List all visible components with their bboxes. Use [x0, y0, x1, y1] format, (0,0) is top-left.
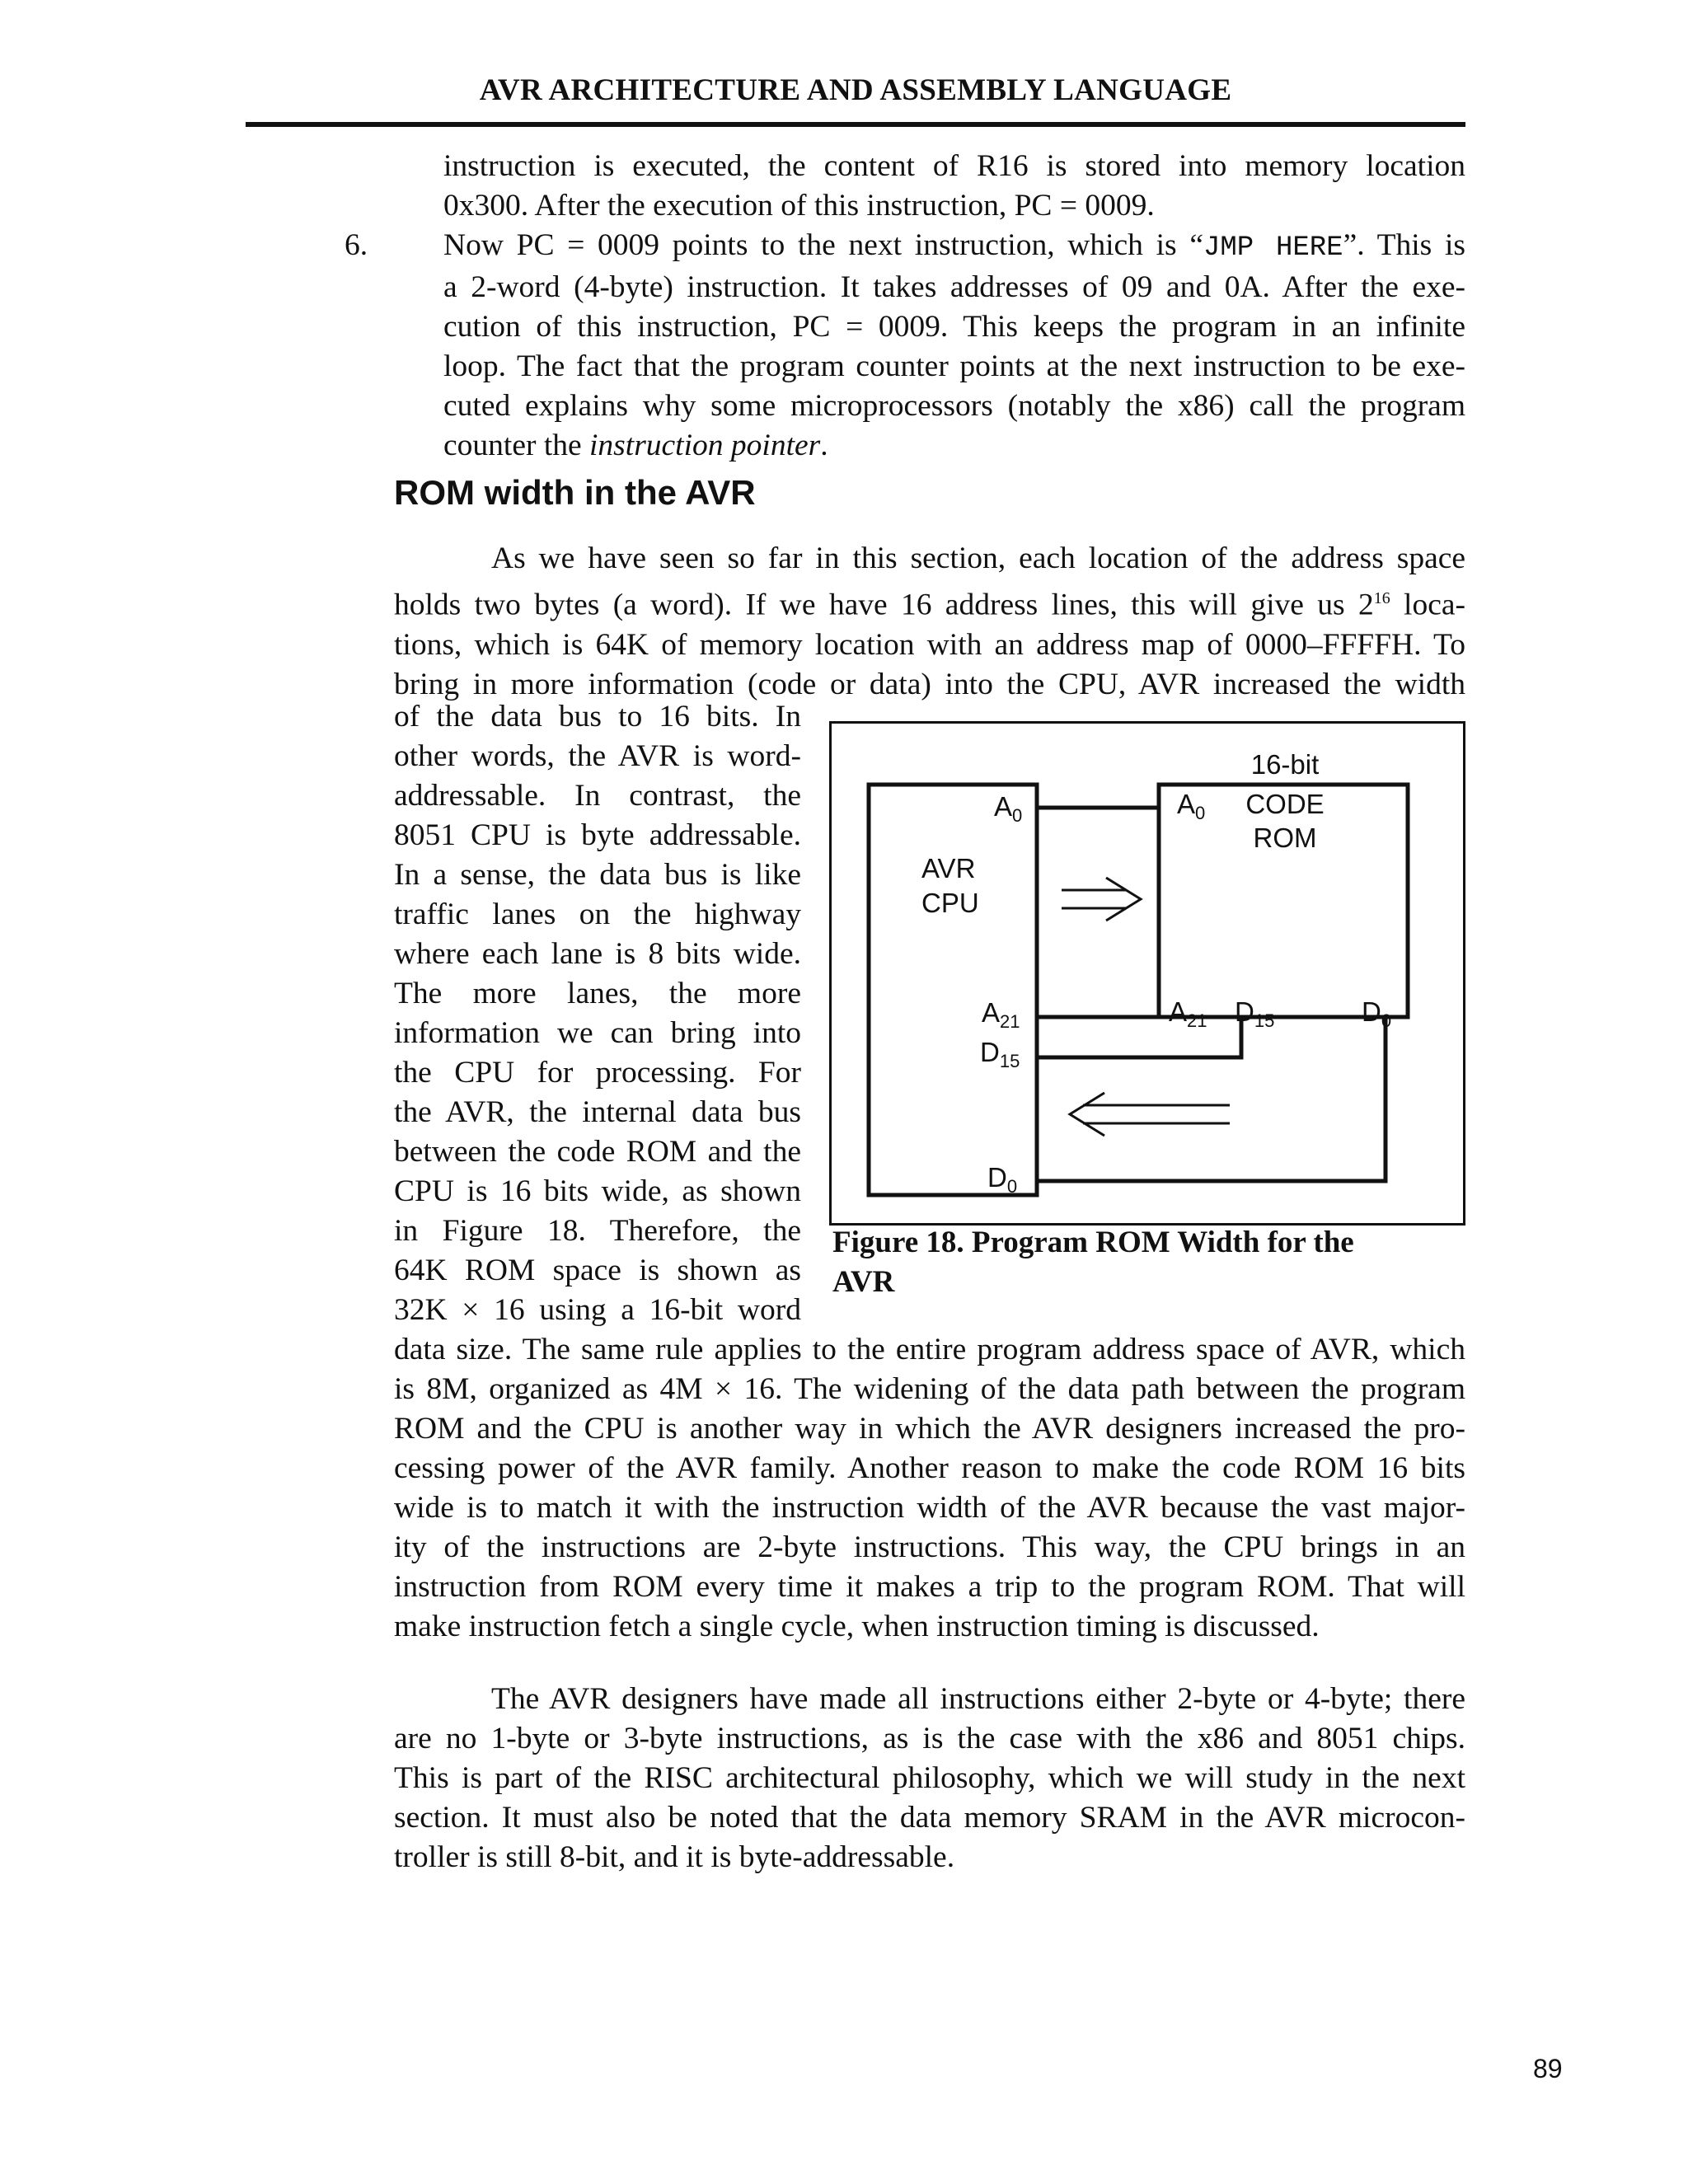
- cpu-label-line-1: AVR: [921, 853, 976, 883]
- data-line-d15: [1037, 1017, 1241, 1057]
- superscript: 16: [1373, 589, 1390, 607]
- text-line: 0x300. After the execution of this instruction, PC = 0009.: [443, 189, 1155, 223]
- rom-label-line-3: ROM: [1253, 823, 1317, 853]
- running-head: AVR ARCHITECTURE AND ASSEMBLY LANGUAGE: [479, 73, 1232, 107]
- text-line: bring in more information (code or data) into the CPU, AVR increased the width: [394, 667, 1465, 701]
- list-item-6: [345, 226, 1465, 466]
- paragraph-1-continued: [394, 1330, 1465, 1647]
- paragraph-2: [394, 1680, 1465, 1877]
- text-line: loop. The fact that the program counter points at the next instruction to be exe-: [443, 349, 1465, 383]
- cpu-pin-d0: $D_0$: [987, 1162, 1018, 1197]
- paragraph-1: [394, 539, 1465, 705]
- text-line: instruction is executed, the content of R16 is stored into memory location: [443, 149, 1465, 183]
- header-rule: [246, 122, 1465, 127]
- text-run: .: [820, 429, 828, 462]
- text-line: [443, 226, 1465, 268]
- text-line: make instruction fetch a single cycle, when instruction timing is discussed.: [394, 1610, 1320, 1643]
- continuation-text: [443, 147, 1465, 226]
- rom-label-line-2: CODE: [1245, 789, 1325, 819]
- text-run: loca-: [1390, 588, 1465, 622]
- text-line: This is part of the RISC architectural philosophy, which we will study in the next: [394, 1761, 1465, 1795]
- text-line: ROM and the CPU is another way in which the AVR designers increased the pro-: [394, 1412, 1465, 1446]
- figure-18-diagram: [829, 721, 1465, 1226]
- cpu-pin-a21: $A_{21}$: [982, 997, 1020, 1032]
- text-line: the CPU for processing. For: [394, 1056, 801, 1090]
- text-line: 32K × 16 using a 16-bit word: [394, 1293, 801, 1327]
- text-run: Now PC = 0009 points to the next instruction, which is “: [443, 228, 1203, 262]
- text-line: other words, the AVR is word-: [394, 739, 801, 773]
- data-direction-arrow: [1070, 1093, 1230, 1136]
- text-run: holds two bytes (a word). If we have 16 address lines, this will give us 2: [394, 588, 1374, 622]
- text-line: 8051 CPU is byte addressable.: [394, 818, 801, 852]
- address-direction-arrow: [1062, 878, 1141, 921]
- text-line: where each lane is 8 bits wide.: [394, 937, 801, 971]
- caption-line: AVR: [832, 1265, 895, 1299]
- text-line: instruction from ROM every time it makes a trip to the program ROM. That will: [394, 1570, 1465, 1604]
- text-line: In a sense, the data bus is like: [394, 858, 801, 892]
- text-run: counter the: [443, 429, 590, 462]
- list-item-number: 6.: [345, 228, 368, 262]
- text-line: are no 1-byte or 3-byte instructions, as is the case with the x86 and 8051 chips.: [394, 1722, 1465, 1755]
- text-line: 64K ROM space is shown as: [394, 1254, 801, 1287]
- text-line: the AVR, the internal data bus: [394, 1095, 801, 1129]
- text-line: troller is still 8-bit, and it is byte-addressable.: [394, 1840, 955, 1874]
- avr-cpu-box: [869, 785, 1037, 1195]
- text-line: ity of the instructions are 2-byte instructions. This way, the CPU brings in an: [394, 1530, 1465, 1564]
- text-line: CPU is 16 bits wide, as shown: [394, 1174, 801, 1208]
- text-line: cution of this instruction, PC = 0009. This keeps the program in an infinite: [443, 310, 1465, 344]
- text-line: The AVR designers have made all instructions either 2-byte or 4-byte; there: [491, 1682, 1465, 1716]
- italic-term: instruction pointer: [589, 429, 821, 462]
- text-line: cuted explains why some microprocessors (notably the x86) call the program: [443, 389, 1465, 423]
- text-line: information we can bring into: [394, 1016, 801, 1050]
- text-line: between the code ROM and the: [394, 1135, 801, 1169]
- rom-width-diagram: [829, 721, 1465, 1226]
- text-line: section. It must also be noted that the data memory SRAM in the AVR microcon-: [394, 1801, 1465, 1835]
- figure-frame: [831, 723, 1465, 1225]
- data-line-d0: [1037, 1017, 1386, 1181]
- text-line: [394, 579, 1465, 626]
- rom-pin-d0: $D_0$: [1362, 996, 1392, 1031]
- inline-code: JMP HERE: [1203, 232, 1343, 264]
- caption-line: Figure 18. Program ROM Width for the: [832, 1226, 1354, 1259]
- text-line: tions, which is 64K of memory location with an address map of 0000–FFFFH. To: [394, 627, 1465, 662]
- text-line: traffic lanes on the highway: [394, 898, 801, 931]
- text-line: As we have seen so far in this section, each location of the address space: [491, 541, 1465, 575]
- page-number: 89: [1533, 2054, 1563, 2083]
- text-run: ”. This is: [1343, 228, 1465, 262]
- figure-caption: [832, 1223, 1459, 1302]
- rom-pin-d15: $D_{15}$: [1235, 996, 1275, 1031]
- text-line: data size. The same rule applies to the entire program address space of AVR, which: [394, 1333, 1465, 1366]
- section-title: ROM width in the AVR: [394, 473, 756, 512]
- text-line: cessing power of the AVR family. Another reason to make the code ROM 16 bits: [394, 1451, 1465, 1485]
- text-line: [443, 426, 1465, 466]
- text-line: wide is to match it with the instruction width of the AVR because the vast major-: [394, 1491, 1465, 1525]
- text-line: is 8M, organized as 4M × 16. The widening of the data path between the program: [394, 1372, 1465, 1406]
- rom-label-line-1: 16-bit: [1250, 749, 1320, 780]
- text-line: a 2-word (4-byte) instruction. It takes addresses of 09 and 0A. After the exe-: [443, 270, 1465, 304]
- cpu-label-line-2: CPU: [921, 888, 979, 918]
- rom-pin-a21: $A_{21}$: [1169, 996, 1207, 1031]
- text-line: in Figure 18. Therefore, the: [394, 1214, 801, 1248]
- paragraph-1-narrow: [394, 697, 801, 1330]
- text-line: The more lanes, the more: [394, 977, 801, 1010]
- text-line: of the data bus to 16 bits. In: [394, 700, 801, 733]
- rom-pin-a0: $A_0$: [1177, 789, 1206, 823]
- cpu-pin-d15: $D_{15}$: [980, 1037, 1020, 1071]
- cpu-pin-a0: $A_0$: [994, 791, 1023, 826]
- text-line: addressable. In contrast, the: [394, 779, 801, 813]
